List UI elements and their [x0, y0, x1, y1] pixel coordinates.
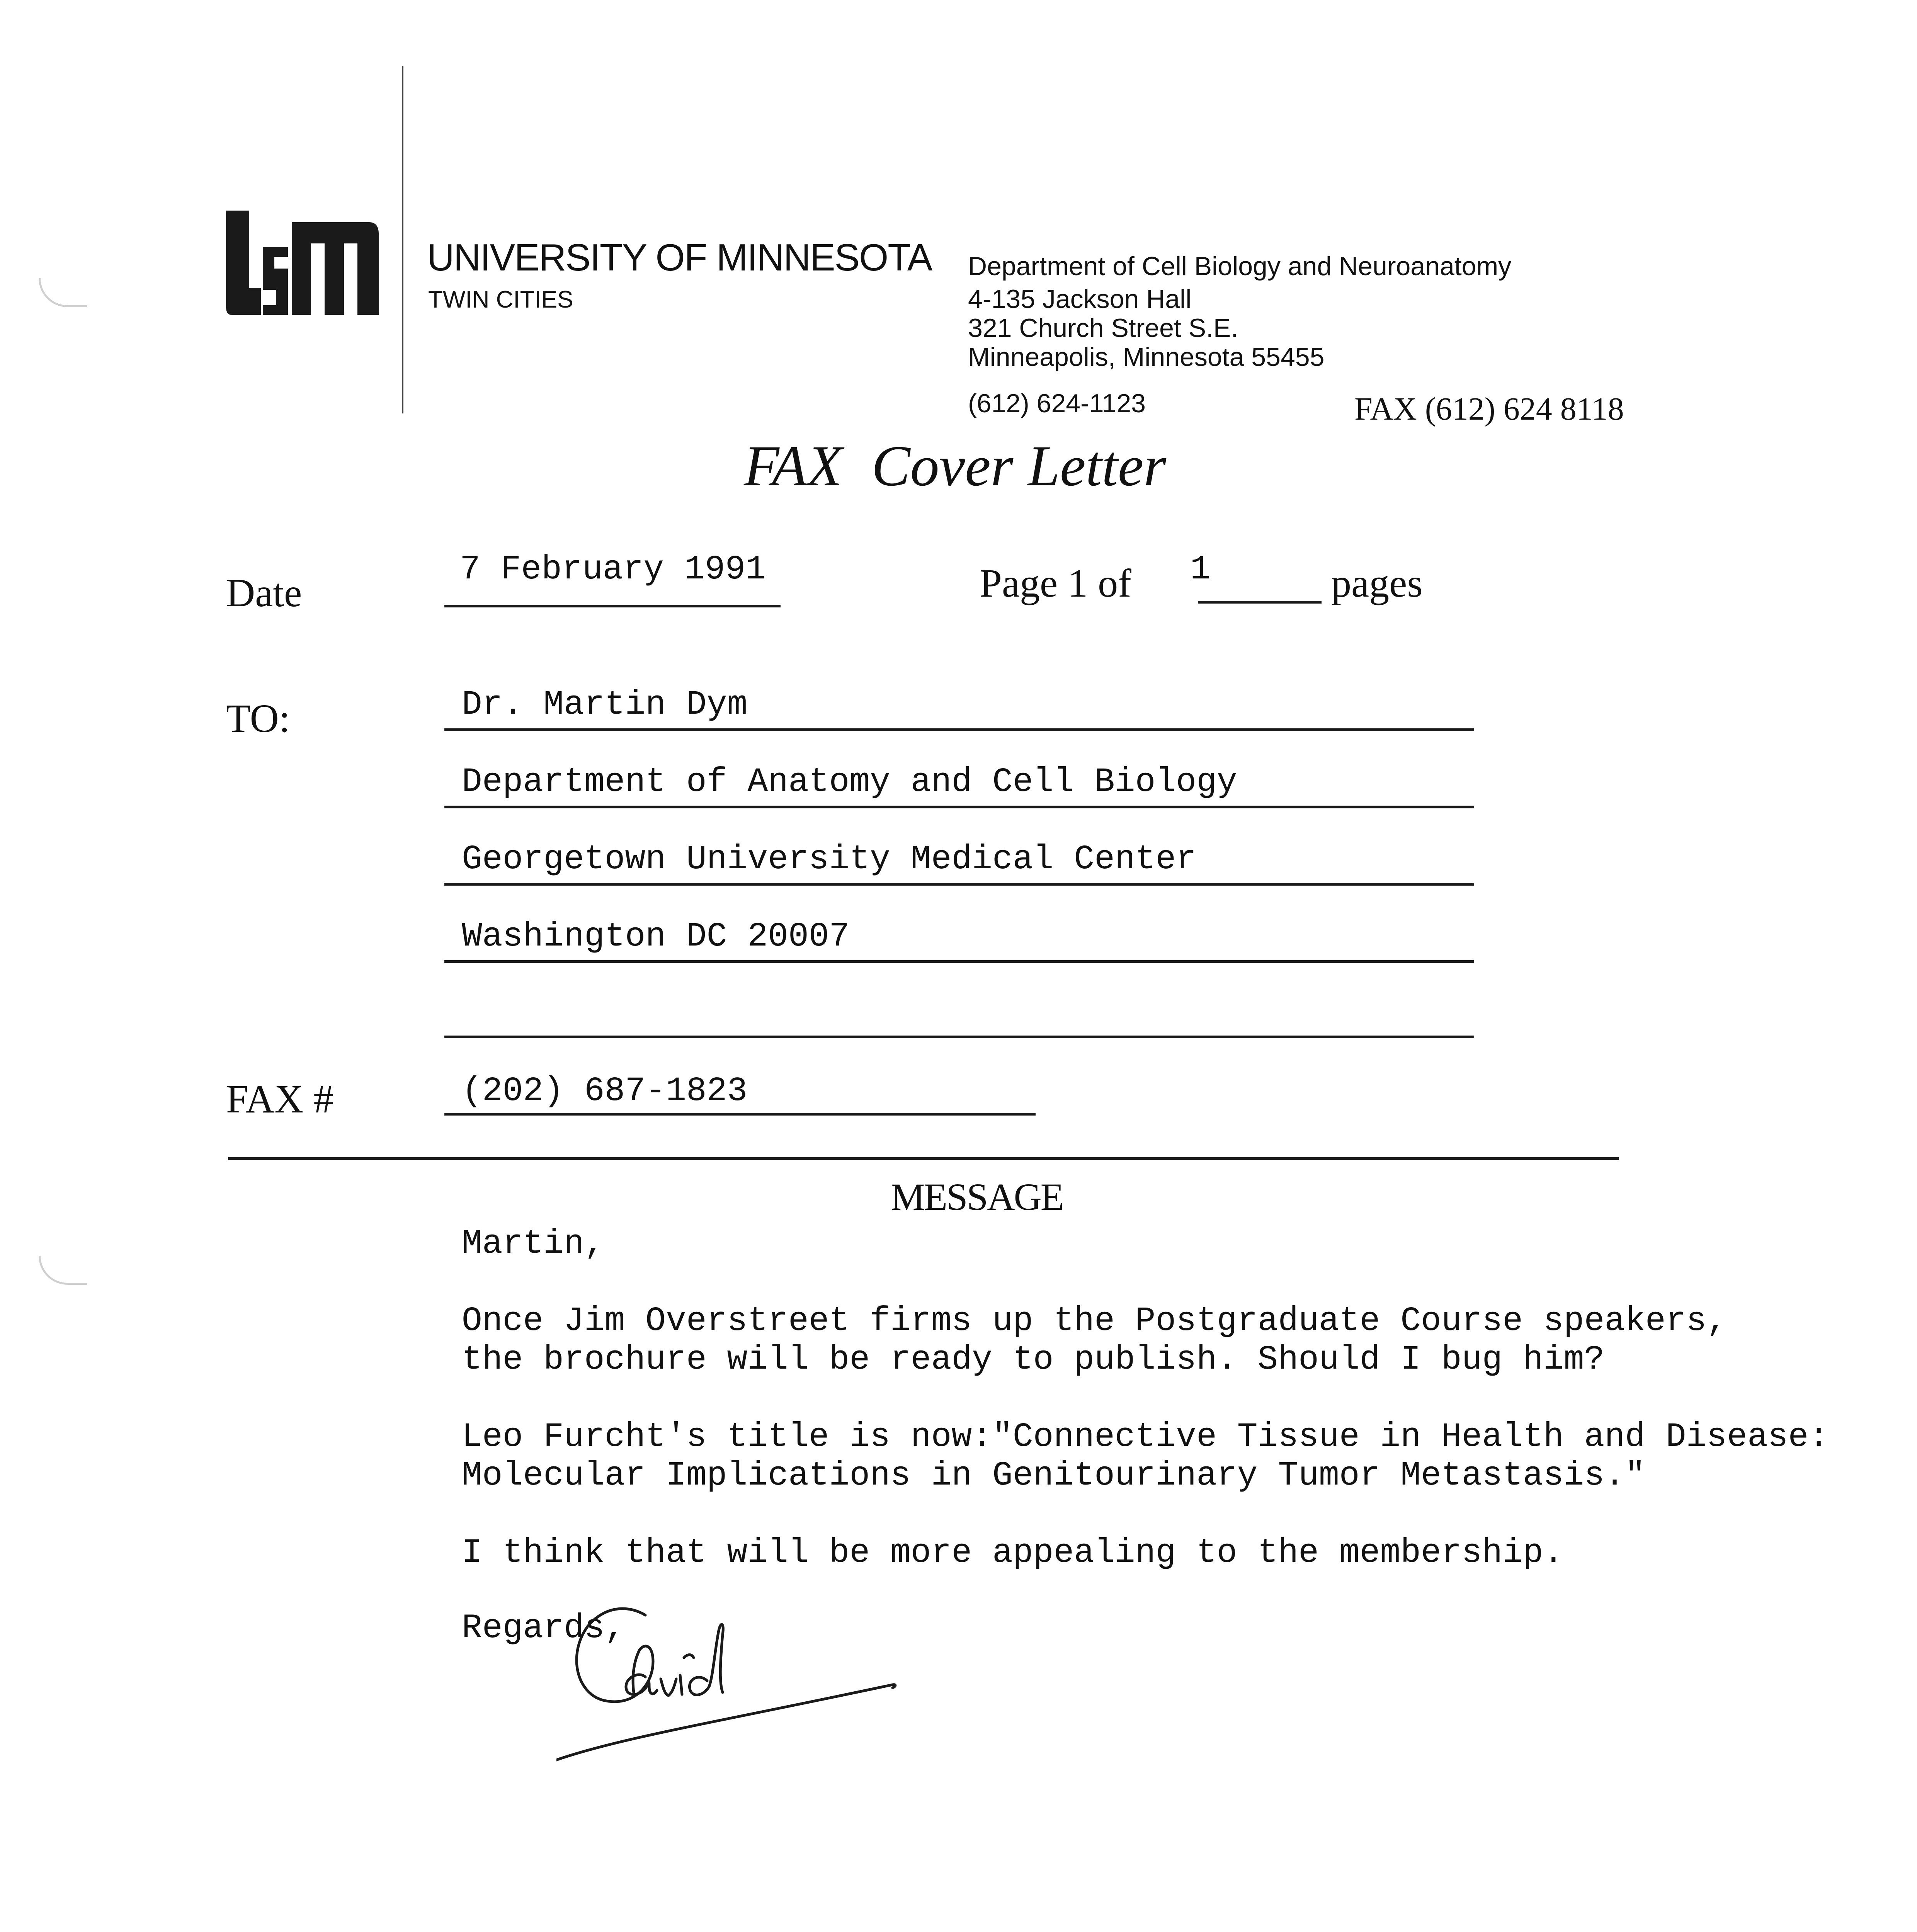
date-underline: [444, 605, 781, 607]
punch-hole-mark: [39, 278, 87, 307]
page-total-underline: [1198, 601, 1322, 604]
department-name: Department of Cell Biology and Neuroanatomy: [968, 252, 1512, 281]
to-line-department: Department of Anatomy and Cell Biology: [462, 763, 1237, 801]
message-paragraph-2-line-1: Leo Furcht's title is now:"Connective Tissue in Health and Disease:: [462, 1418, 1829, 1456]
fax-number-underline: [444, 1113, 1036, 1116]
fax-number-label: FAX #: [226, 1077, 334, 1121]
message-paragraph-1-line-1: Once Jim Overstreet firms up the Postgraduate Course speakers,: [462, 1302, 1727, 1340]
message-paragraph-2-line-2: Molecular Implications in Genitourinary Tumor Metastasis.": [462, 1457, 1645, 1495]
address-line-3: Minneapolis, Minnesota 55455: [968, 342, 1325, 372]
title-cover-letter: Cover Letter: [871, 434, 1166, 498]
university-name: UNIVERSITY OF MINNESOTA: [427, 236, 932, 279]
to-line-name: Dr. Martin Dym: [462, 686, 748, 724]
university-logo: [226, 211, 381, 315]
message-heading: MESSAGE: [891, 1175, 1063, 1218]
to-line-city: Washington DC 20007: [462, 918, 850, 956]
fax-number-value: (202) 687-1823: [462, 1072, 748, 1111]
to-line-underline: [444, 728, 1474, 731]
handwritten-signature: [556, 1600, 904, 1816]
page-total-value: 1: [1190, 551, 1211, 589]
address-line-2: 321 Church Street S.E.: [968, 313, 1238, 343]
punch-hole-mark: [39, 1256, 87, 1285]
message-salutation: Martin,: [462, 1225, 605, 1263]
phone-number: (612) 624-1123: [968, 389, 1146, 418]
to-line-underline: [444, 1036, 1474, 1038]
to-line-institution: Georgetown University Medical Center: [462, 840, 1197, 879]
to-line-underline: [444, 960, 1474, 963]
to-line-underline: [444, 883, 1474, 886]
page-of-label: Page 1 of: [980, 561, 1131, 605]
to-label: TO:: [226, 696, 290, 741]
campus-name: TWIN CITIES: [428, 286, 573, 313]
date-label: Date: [226, 571, 302, 615]
message-paragraph-3: I think that will be more appealing to the membership.: [462, 1534, 1564, 1572]
date-value: 7 February 1991: [460, 551, 766, 589]
message-paragraph-1-line-2: the brochure will be ready to publish. Should I bug him?: [462, 1341, 1605, 1379]
message-closing: Regards,: [462, 1609, 625, 1648]
title-fax: FAX: [744, 434, 843, 498]
to-line-underline: [444, 806, 1474, 808]
pages-label: pages: [1331, 561, 1423, 605]
page-title: [744, 433, 1166, 499]
address-line-1: 4-135 Jackson Hall: [968, 284, 1192, 314]
letterhead-divider: [402, 66, 403, 413]
message-divider: [228, 1157, 1619, 1160]
fax-number-letterhead: FAX (612) 624 8118: [1354, 391, 1624, 427]
